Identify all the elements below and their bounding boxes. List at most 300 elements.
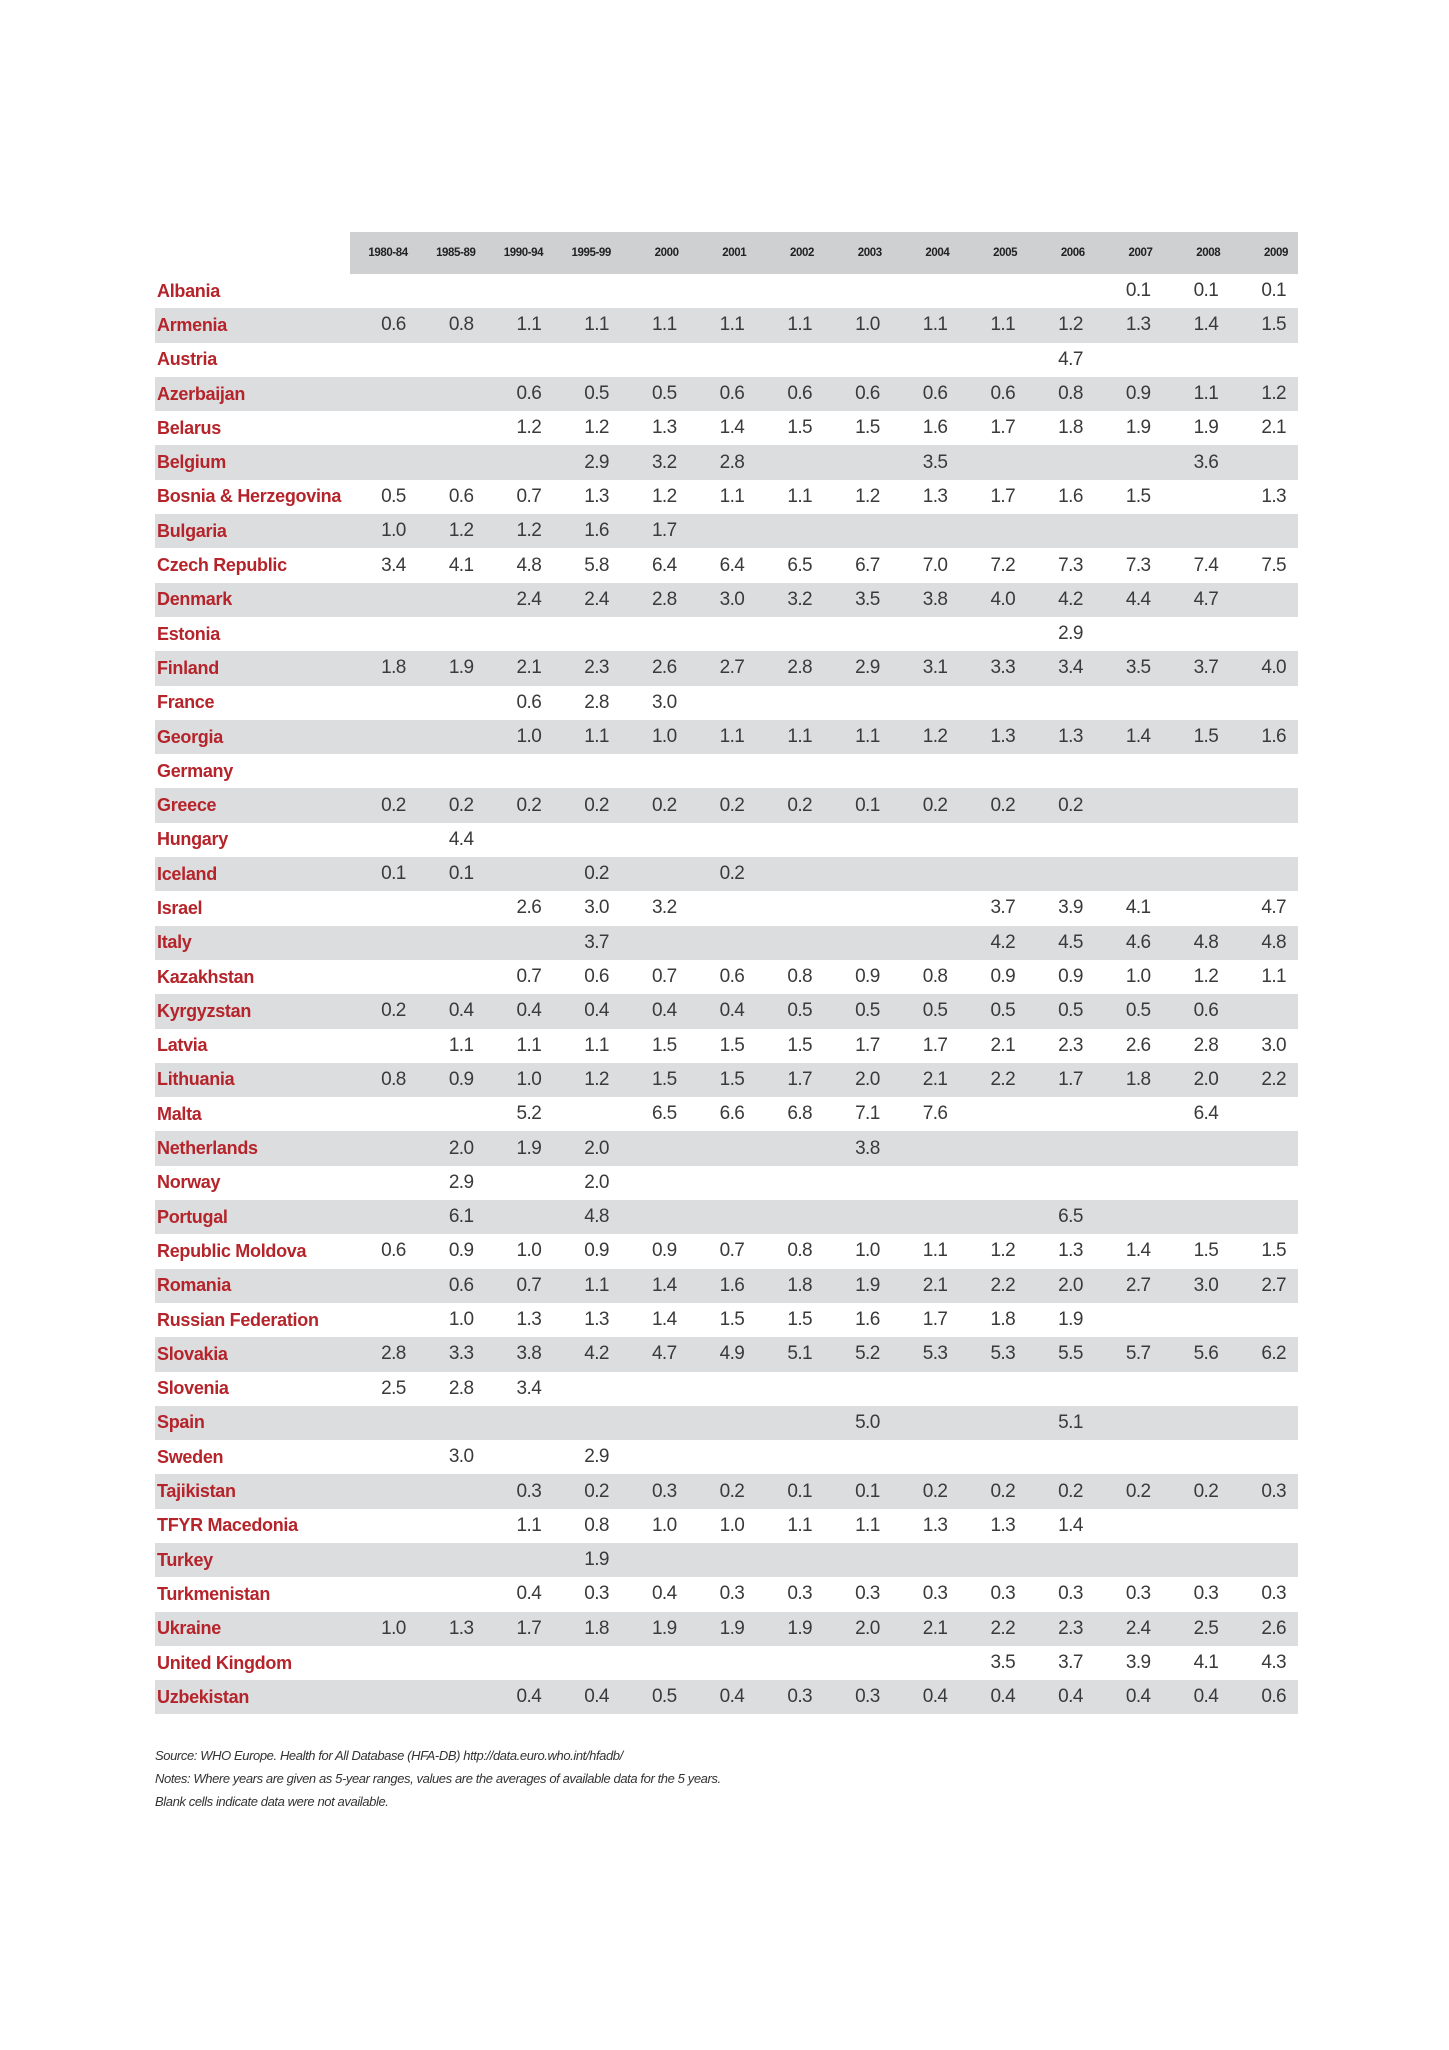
value-cell	[824, 445, 892, 479]
column-header: 2007	[1095, 232, 1163, 274]
country-name: Austria	[157, 349, 217, 370]
value-cell	[689, 1646, 757, 1680]
country-name: Lithuania	[155, 1063, 350, 1097]
value-cell: 0.5	[756, 994, 824, 1028]
value-cell	[350, 1029, 418, 1063]
value-cell: 0.2	[892, 1474, 960, 1508]
value-cell: 1.5	[1261, 1240, 1286, 1262]
value-cell	[689, 754, 757, 788]
value-cell: 1.7	[485, 1612, 553, 1646]
table-row	[155, 1646, 1298, 1680]
value-cell	[1163, 1131, 1231, 1165]
value-cell: 3.1	[892, 651, 960, 685]
value-cell	[824, 617, 892, 651]
value-cell: 0.9	[1095, 377, 1163, 411]
table-row	[155, 1474, 1298, 1508]
value-cell: 1.2	[990, 1240, 1016, 1262]
value-cell: 0.8	[787, 966, 812, 988]
value-cell: 4.8	[1163, 926, 1231, 960]
value-cell	[418, 343, 486, 377]
value-cell: 0.5	[1027, 994, 1095, 1028]
country-name: Estonia	[157, 623, 220, 644]
value-cell: 2.8	[621, 583, 689, 617]
value-cell: 1.1	[787, 485, 812, 507]
value-cell: 0.3	[1193, 1583, 1219, 1605]
value-cell: 6.7	[855, 554, 880, 576]
table-row	[155, 754, 1298, 788]
country-name: Kazakhstan	[157, 966, 255, 987]
value-cell: 1.6	[689, 1269, 757, 1303]
value-cell	[418, 926, 486, 960]
value-cell: 3.3	[418, 1337, 486, 1371]
value-cell: 0.6	[584, 966, 609, 988]
value-cell: 3.5	[1095, 651, 1163, 685]
value-cell	[892, 1543, 960, 1577]
value-cell: 0.6	[418, 1269, 486, 1303]
table-row	[155, 548, 1298, 582]
value-cell	[756, 514, 824, 548]
value-cell	[418, 891, 486, 925]
value-cell	[1095, 1200, 1163, 1234]
value-cell	[959, 1406, 1027, 1440]
value-cell: 1.8	[350, 651, 418, 685]
value-cell	[553, 274, 621, 308]
value-cell: 0.3	[1261, 1583, 1286, 1605]
value-cell: 3.3	[959, 651, 1027, 685]
value-cell: 0.2	[1095, 1474, 1163, 1508]
value-cell: 1.3	[922, 485, 948, 507]
value-cell: 1.9	[1125, 417, 1151, 439]
value-cell	[485, 445, 553, 479]
value-cell	[959, 343, 1027, 377]
value-cell: 1.3	[516, 1309, 542, 1331]
country-name: Tajikistan	[155, 1474, 350, 1508]
value-cell: 2.0	[418, 1131, 486, 1165]
value-cell	[1230, 1406, 1298, 1440]
table-row	[155, 411, 1298, 445]
value-cell: 0.6	[959, 377, 1027, 411]
value-cell: 4.6	[1095, 926, 1163, 960]
country-name: Slovakia	[155, 1337, 350, 1371]
value-cell: 1.1	[1163, 377, 1231, 411]
value-cell: 4.2	[553, 1337, 621, 1371]
value-cell: 0.8	[418, 308, 486, 342]
table-row	[155, 617, 1298, 651]
value-cell	[1095, 1097, 1163, 1131]
value-cell	[350, 823, 418, 857]
value-cell: 3.2	[651, 897, 677, 919]
table-row	[155, 823, 1298, 857]
value-cell: 1.1	[448, 1034, 474, 1056]
value-cell: 3.9	[1125, 1652, 1151, 1674]
value-cell: 2.8	[350, 1337, 418, 1371]
value-cell: 1.0	[719, 1514, 745, 1536]
value-cell: 6.4	[719, 554, 745, 576]
value-cell	[350, 1646, 418, 1680]
value-cell	[485, 857, 553, 891]
value-cell	[1163, 1509, 1231, 1543]
value-cell	[350, 377, 418, 411]
value-cell: 0.5	[381, 485, 406, 507]
column-header: 2001	[689, 232, 757, 274]
value-cell	[485, 274, 553, 308]
value-cell: 1.7	[922, 1309, 948, 1331]
value-cell: 1.1	[922, 1240, 948, 1262]
value-cell: 0.7	[719, 1240, 745, 1262]
value-cell	[350, 1269, 418, 1303]
value-cell	[485, 823, 553, 857]
value-cell: 0.4	[1163, 1680, 1231, 1714]
value-cell: 1.1	[553, 1269, 621, 1303]
value-cell	[959, 1200, 1027, 1234]
table-row	[155, 1543, 1298, 1577]
value-cell: 4.1	[1193, 1652, 1219, 1674]
value-cell: 6.4	[1193, 1103, 1219, 1125]
value-cell: 0.5	[621, 1680, 689, 1714]
value-cell	[1230, 514, 1298, 548]
value-cell: 1.7	[990, 485, 1016, 507]
value-cell	[1163, 754, 1231, 788]
value-cell	[621, 1166, 689, 1200]
value-cell: 0.2	[1163, 1474, 1231, 1508]
table-row	[155, 1303, 1298, 1337]
value-cell: 4.1	[1125, 897, 1151, 919]
value-cell	[689, 926, 757, 960]
value-cell: 1.3	[584, 1309, 609, 1331]
value-cell	[1095, 1372, 1163, 1406]
value-cell: 1.7	[1027, 1063, 1095, 1097]
value-cell	[418, 1474, 486, 1508]
value-cell	[350, 754, 418, 788]
value-cell: 2.3	[553, 651, 621, 685]
value-cell	[1230, 994, 1298, 1028]
value-cell	[689, 1440, 757, 1474]
value-cell: 0.6	[892, 377, 960, 411]
value-cell: 0.3	[855, 1583, 880, 1605]
value-cell: 2.3	[1027, 1612, 1095, 1646]
value-cell: 2.0	[1163, 1063, 1231, 1097]
value-cell: 1.2	[1193, 966, 1219, 988]
country-name: Malta	[157, 1103, 202, 1124]
table-row	[155, 514, 1298, 548]
value-cell: 0.2	[1027, 1474, 1095, 1508]
value-cell: 2.4	[1095, 1612, 1163, 1646]
value-cell	[689, 274, 757, 308]
value-cell	[689, 1166, 757, 1200]
value-cell: 4.7	[1163, 583, 1231, 617]
value-cell	[553, 754, 621, 788]
value-cell	[350, 1543, 418, 1577]
value-cell: 0.4	[553, 1680, 621, 1714]
value-cell: 1.6	[855, 1309, 880, 1331]
value-cell	[350, 583, 418, 617]
value-cell: 3.0	[1261, 1034, 1286, 1056]
value-cell	[1163, 891, 1231, 925]
table-row	[155, 445, 1298, 479]
country-name: Ukraine	[155, 1612, 350, 1646]
value-cell: 0.3	[990, 1583, 1016, 1605]
country-name: Czech Republic	[157, 555, 287, 576]
value-cell	[621, 274, 689, 308]
value-cell	[350, 1509, 418, 1543]
value-cell	[756, 1543, 824, 1577]
value-cell: 6.4	[651, 554, 677, 576]
value-cell: 6.1	[418, 1200, 486, 1234]
value-cell: 1.2	[584, 417, 609, 439]
value-cell	[689, 891, 757, 925]
value-cell	[418, 445, 486, 479]
value-cell	[824, 1646, 892, 1680]
value-cell	[824, 857, 892, 891]
country-name: Albania	[157, 280, 220, 301]
value-cell: 0.6	[756, 377, 824, 411]
value-cell	[1095, 754, 1163, 788]
column-header: 1985-89	[418, 232, 486, 274]
value-cell: 0.3	[824, 1680, 892, 1714]
value-cell	[756, 274, 824, 308]
value-cell	[689, 686, 757, 720]
value-cell: 5.2	[824, 1337, 892, 1371]
value-cell: 0.4	[1027, 1680, 1095, 1714]
value-cell	[959, 617, 1027, 651]
value-cell: 1.4	[621, 1269, 689, 1303]
value-cell: 4.8	[516, 554, 542, 576]
value-cell: 1.5	[719, 1034, 745, 1056]
country-name: Azerbaijan	[155, 377, 350, 411]
value-cell	[892, 1406, 960, 1440]
value-cell: 4.0	[959, 583, 1027, 617]
value-cell: 2.8	[689, 445, 757, 479]
value-cell	[1230, 1440, 1298, 1474]
value-cell: 3.0	[651, 691, 677, 713]
value-cell	[892, 823, 960, 857]
value-cell: 3.9	[1058, 897, 1083, 919]
value-cell	[824, 514, 892, 548]
table-row	[155, 960, 1298, 994]
table-row	[155, 1097, 1298, 1131]
value-cell	[756, 445, 824, 479]
value-cell: 0.4	[553, 994, 621, 1028]
country-name: Netherlands	[155, 1131, 350, 1165]
value-cell: 2.2	[959, 1612, 1027, 1646]
value-cell	[485, 754, 553, 788]
value-cell: 1.5	[1230, 308, 1298, 342]
value-cell: 7.1	[855, 1103, 880, 1125]
value-cell	[1027, 823, 1095, 857]
value-cell: 2.6	[516, 897, 542, 919]
value-cell: 1.3	[1027, 720, 1095, 754]
value-cell: 1.2	[418, 514, 486, 548]
value-cell	[824, 686, 892, 720]
value-cell	[1027, 1131, 1095, 1165]
value-cell: 2.0	[553, 1131, 621, 1165]
value-cell: 3.7	[1163, 651, 1231, 685]
value-cell	[350, 1131, 418, 1165]
value-cell: 2.1	[892, 1612, 960, 1646]
value-cell	[1163, 686, 1231, 720]
country-name: Italy	[155, 926, 350, 960]
column-header: 2002	[756, 232, 824, 274]
value-cell: 3.8	[485, 1337, 553, 1371]
value-cell: 0.6	[350, 308, 418, 342]
value-cell: 0.4	[516, 1583, 542, 1605]
value-cell	[553, 343, 621, 377]
value-cell: 1.2	[1230, 377, 1298, 411]
value-cell	[350, 1166, 418, 1200]
value-cell	[1230, 857, 1298, 891]
value-cell: 2.6	[1125, 1034, 1151, 1056]
value-cell: 4.1	[448, 554, 474, 576]
value-cell: 2.8	[584, 691, 609, 713]
value-cell: 0.1	[350, 857, 418, 891]
value-cell: 1.2	[485, 514, 553, 548]
value-cell: 1.3	[584, 485, 609, 507]
value-cell	[1095, 1543, 1163, 1577]
value-cell: 3.7	[1058, 1652, 1083, 1674]
value-cell	[1027, 754, 1095, 788]
value-cell	[1230, 1097, 1298, 1131]
value-cell: 0.2	[1027, 788, 1095, 822]
country-name: Republic Moldova	[157, 1240, 307, 1261]
value-cell: 1.8	[1095, 1063, 1163, 1097]
value-cell: 4.2	[1027, 583, 1095, 617]
value-cell	[892, 617, 960, 651]
value-cell: 7.3	[1058, 554, 1083, 576]
value-cell: 1.1	[892, 308, 960, 342]
value-cell: 2.0	[584, 1171, 609, 1193]
table-row	[155, 1029, 1298, 1063]
column-header: 2005	[959, 232, 1027, 274]
value-cell: 1.4	[1163, 308, 1231, 342]
value-cell	[418, 583, 486, 617]
value-cell	[1163, 857, 1231, 891]
value-cell	[1095, 1406, 1163, 1440]
value-cell: 2.6	[621, 651, 689, 685]
value-cell	[892, 754, 960, 788]
value-cell: 0.7	[516, 966, 542, 988]
value-cell: 1.1	[485, 308, 553, 342]
value-cell: 0.4	[959, 1680, 1027, 1714]
value-cell	[350, 445, 418, 479]
value-cell: 1.0	[855, 1240, 880, 1262]
value-cell: 1.1	[1261, 966, 1286, 988]
value-cell	[824, 1200, 892, 1234]
value-cell: 6.2	[1230, 1337, 1298, 1371]
value-cell: 1.8	[756, 1269, 824, 1303]
value-cell	[1027, 1543, 1095, 1577]
column-header: 2003	[824, 232, 892, 274]
value-cell: 5.3	[959, 1337, 1027, 1371]
value-cell	[1163, 1372, 1231, 1406]
value-cell	[1163, 1440, 1231, 1474]
table-row	[155, 1200, 1298, 1234]
value-cell	[1027, 274, 1095, 308]
value-cell: 1.1	[719, 485, 745, 507]
value-cell	[350, 1200, 418, 1234]
country-name: Slovenia	[157, 1378, 229, 1399]
value-cell	[485, 1166, 553, 1200]
value-cell: 1.6	[1230, 720, 1298, 754]
value-cell: 4.8	[553, 1200, 621, 1234]
value-cell: 0.3	[485, 1474, 553, 1508]
value-cell	[756, 1166, 824, 1200]
value-cell: 1.6	[553, 514, 621, 548]
value-cell: 3.0	[1163, 1269, 1231, 1303]
table-row	[155, 583, 1298, 617]
value-cell: 1.5	[1125, 485, 1151, 507]
value-cell: 3.8	[824, 1131, 892, 1165]
value-cell	[689, 823, 757, 857]
value-cell	[1163, 1166, 1231, 1200]
value-cell	[418, 960, 486, 994]
value-cell: 4.7	[1261, 897, 1286, 919]
value-cell	[756, 617, 824, 651]
value-cell	[350, 960, 418, 994]
value-cell	[689, 514, 757, 548]
country-name: Germany	[157, 760, 233, 781]
table-row	[155, 788, 1298, 822]
value-cell	[1230, 1200, 1298, 1234]
value-cell	[1163, 1303, 1231, 1337]
value-cell	[824, 926, 892, 960]
value-cell	[824, 343, 892, 377]
column-header: 1980-84	[350, 232, 418, 274]
value-cell: 2.2	[959, 1269, 1027, 1303]
table-notes	[155, 1744, 1298, 1813]
value-cell: 1.5	[621, 1063, 689, 1097]
value-cell	[418, 1646, 486, 1680]
value-cell: 0.2	[959, 1474, 1027, 1508]
table-row	[155, 377, 1298, 411]
value-cell: 0.9	[584, 1240, 609, 1262]
value-cell: 0.1	[1261, 280, 1286, 302]
value-cell: 1.0	[621, 720, 689, 754]
table-row	[155, 308, 1298, 342]
value-cell	[1230, 1509, 1298, 1543]
column-header: 2006	[1027, 232, 1095, 274]
value-cell	[621, 1372, 689, 1406]
value-cell: 1.1	[959, 308, 1027, 342]
value-cell	[621, 1200, 689, 1234]
value-cell: 2.4	[485, 583, 553, 617]
value-cell	[892, 1372, 960, 1406]
value-cell: 5.1	[756, 1337, 824, 1371]
column-header: 1990-94	[485, 232, 553, 274]
value-cell: 1.0	[1125, 966, 1151, 988]
value-cell: 0.1	[418, 857, 486, 891]
value-cell: 4.7	[1058, 348, 1083, 370]
value-cell: 1.3	[1095, 308, 1163, 342]
table-row	[155, 1372, 1298, 1406]
value-cell: 1.9	[418, 651, 486, 685]
value-cell	[1163, 617, 1231, 651]
value-cell	[418, 1509, 486, 1543]
value-cell: 1.4	[1058, 1514, 1083, 1536]
table-row	[155, 1680, 1298, 1714]
value-cell: 2.6	[1230, 1612, 1298, 1646]
blank-cells-note: Blank cells indicate data were not available.	[155, 1794, 389, 1810]
value-cell: 0.6	[1230, 1680, 1298, 1714]
value-cell: 1.5	[1163, 720, 1231, 754]
value-cell	[959, 1166, 1027, 1200]
value-cell	[892, 857, 960, 891]
value-cell	[418, 1577, 486, 1611]
value-cell	[959, 754, 1027, 788]
value-cell: 0.2	[756, 788, 824, 822]
value-cell	[350, 926, 418, 960]
value-cell: 2.5	[1163, 1612, 1231, 1646]
value-cell: 1.4	[1095, 720, 1163, 754]
